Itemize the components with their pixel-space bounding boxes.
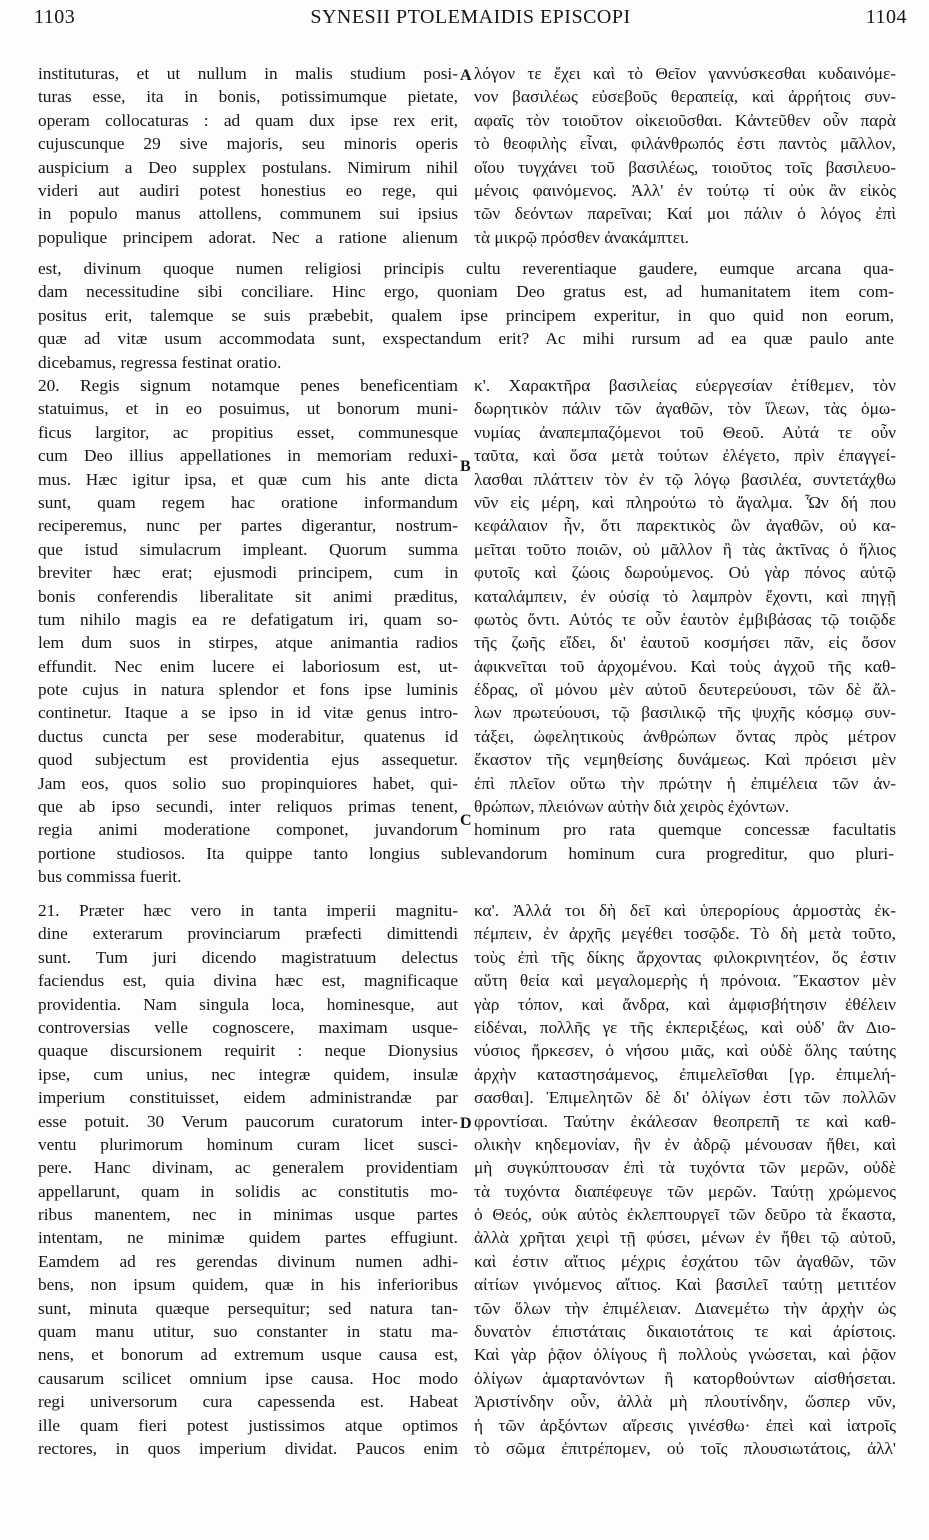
text-line: bens, non ipsum quidem, quæ in his inferioribus — [38, 1275, 458, 1295]
text-line: τῆς ζωῆς εἴδει, δι' ἑαυτοῦ κοσμήσει πᾶν, εἰς ὅσον — [474, 633, 896, 653]
text-line: λων πρωτεύουσι, τῷ βασιλικῷ τῆς ψυχῆς κόσμῳ συν- — [474, 703, 896, 723]
text-line: θρώπων, πλειόνων αὐτὴν διὰ χειρὸς ἐχόντων. — [474, 797, 790, 817]
margin-marker-c: C — [460, 812, 472, 829]
text-line: πέμπειν, ἐν ἀρχῆς μεγέθει τοσῷδε. Τὸ δὴ μετὰ τοῦτο, — [474, 924, 896, 944]
text-line: Ἀριστίνδην οὖν, ἀλλὰ μὴ πλουτίνδην, ὥσπερ νῦν, — [474, 1392, 896, 1412]
text-line: αφαῖς τὸν τοιοῦτον οἰκειοῦσθαι. Κἀντεῦθεν οὖν παρὰ — [474, 110, 896, 130]
text-line: καὶ ἐστιν αἴτιος μέχρις ἐσχάτου τῶν ἀγαθῶν, τῶν — [474, 1251, 896, 1271]
text-line: que istud simulacrum impleant. Quorum summa — [38, 539, 458, 559]
text-line: ipse, cum unius, nec integræ quidem, insulæ — [38, 1064, 458, 1084]
text-line: sunt, quam regem hac oratione informandum — [38, 492, 458, 512]
text-line: αἰτίων γινόμενος αἴτιος. Καὶ βασιλεῖ ταύτῃ μετιτέον — [474, 1275, 896, 1295]
text-line: appellarunt, quam in solidis ac constitutis mo- — [38, 1181, 458, 1201]
text-line: videri aut audiri potest honestius eo rege, qui — [38, 180, 458, 200]
text-line: ἀλλὰ χρῆται χειρὶ τῇ φύσει, μένων ἐν ἤθει τῷ αὐτοῦ, — [474, 1228, 896, 1248]
latin-column-block-3 — [38, 899, 458, 1460]
text-line: pere. Hanc divinam, ac generalem providentiam — [38, 1158, 458, 1178]
text-line: ficus largitor, ac propitius esset, communesque — [38, 422, 458, 442]
text-line: νύσιος ἤρκεσεν, ὁ νήσου μιᾶς, καὶ οὐδὲ ὅλης ταύτης — [474, 1041, 896, 1061]
text-line: que ab ipso secundi, inter reliquos primas tenent, — [38, 797, 458, 817]
text-line: ἐπὶ πλεῖον οὕτω τὴν πρώτην ἡ ἐπιμέλεια τῶν ἀν- — [474, 773, 896, 793]
text-line: ὁ Θεός, οὐκ αὐτὸς ἐκλεπτουργεῖ τῶν δεῦρο τὰ ἕκαστα, — [474, 1205, 896, 1225]
text-line: ductus cuncta per sese moderabitur, quatenus id — [38, 726, 458, 746]
running-title: SYNESII PTOLEMAIDIS EPISCOPI — [310, 6, 631, 28]
text-line: providentia. Nam singula loca, hominesque, aut — [38, 994, 458, 1014]
text-line: sunt. Tum juri dicendo magistratuum delectus — [38, 947, 458, 967]
text-line: cujuscunque 29 sive majoris, seu minoris operis — [38, 134, 458, 154]
text-line: δωρητικὸν πάλιν τῶν ἀγαθῶν, τὸν ἵλεων, τὰς ὁμω- — [474, 399, 896, 419]
text-line: portione studiosos. Ita quippe tanto longius sublevandorum hominum cura progreditur, quo pluri- — [38, 844, 894, 863]
text-line: ventu plurimorum hominum curam licet susci- — [38, 1134, 458, 1154]
text-line: εἰδέναι, πολλῆς γε τῆς ἐκπεριξέως, καὶ οὐδ' ἂν Διο- — [474, 1017, 896, 1037]
text-line: νυμίας ἀναπεμπαζόμενοι τοῦ Θεοῦ. Αὐτά τε οὖν — [474, 422, 896, 442]
text-line: causarum scilicet omnium ipse causa. Hoc modo — [38, 1368, 458, 1388]
text-line: γὰρ τόπον, καὶ ἄνδρα, καὶ ἀμφισβήτησιν ἐθέλειν — [474, 994, 896, 1014]
greek-column-block-2 — [474, 374, 896, 842]
text-line: μεῖται τοῦτο ποιῶν, οὐ μᾶλλον ἢ τὰς ἀκτῖνας ὁ ἥλιος — [474, 539, 896, 559]
text-line: φυτοῖς καὶ ζώοις δωρούμενος. Οὐ γὰρ πόνος αὐτῷ — [474, 563, 896, 583]
text-line: nens, et bonorum ad extremum usque causa est, — [38, 1345, 458, 1365]
text-line: dicebamus, regressa festinat oratio. — [38, 352, 282, 372]
text-line: ολικὴν κηδεμονίαν, ἣν ἐν ἀδρῷ μένουσαν ἤθει, καὶ — [474, 1134, 896, 1154]
text-line: intentam, ne minimæ quidem partes effugiunt. — [38, 1228, 458, 1248]
text-line: ἀφικνεῖται τοῦ ἀρχομένου. Καὶ τοὺς ἀγχοῦ τῆς καθ- — [474, 656, 896, 676]
text-line: λασθαι πλάττειν τὸν ἐν τῷ λόγῳ βασιλέα, συντετάχθω — [474, 469, 896, 489]
text-line: positus erit, talemque se suis præbebit, qualem ipse principem experitur, in quo quid non eorum, — [38, 305, 894, 325]
text-line: τὸ θεοφιλὴς εἶναι, φιλάνθρωπός ἐστι παντὸς μᾶλλον, — [474, 134, 896, 154]
latin-fullwidth-block-1 — [38, 257, 894, 374]
margin-marker-d: D — [460, 1115, 472, 1132]
text-line: ille quam fieri potest justissimos atque optimos — [38, 1415, 458, 1435]
latin-fullwidth-block-2 — [38, 842, 894, 889]
text-line: hominum pro rata quemque concessæ facultatis — [474, 820, 896, 840]
text-line: ὀλίγων ἁμαρτανόντων ἢ κατορθούντων αἰσθήσεται. — [474, 1368, 896, 1388]
text-line: σασθαι]. Ἐπιμελητῶν δὲ δι' ὀλίγων ἐστι τῶν πολλῶν — [474, 1088, 896, 1108]
text-line: λόγον τε ἔχει καὶ τὸ Θεῖον γαννύσκεσθαι κυδαινόμε- — [474, 64, 896, 83]
text-line: αὕτη θεία καὶ μεγαλομερὴς ἡ πρόνοια. Ἕκαστον μὲν — [474, 971, 896, 991]
text-line: ἡ τῶν ἀρξόντων αἵρεσις γινέσθω· ἐπεὶ καὶ ἰατροῖς — [474, 1415, 896, 1435]
text-line: Eamdem ad res gerendas divinum numen adhi- — [38, 1251, 458, 1271]
text-line: bonis conferendis liberalitate sit animi præditus, — [38, 586, 458, 606]
text-line: ἕκαστον τῆς νεμηθείσης δυνάμεως. Καὶ πρόεισι μὲν — [474, 750, 896, 770]
text-line: quam manu utitur, suo constanter in statu ma- — [38, 1322, 458, 1342]
text-line: έδρας, οἳ μόνου μὲν αὐτοῦ δευτερεύουσι, τῶν δὲ ἄλ- — [474, 680, 896, 700]
text-line: 20. Regis signum notamque penes beneficentiam — [38, 376, 458, 395]
text-line: δυνατὸν ἐπιστάταις δικαιοτάτοις τε καὶ ἀρίστοις. — [474, 1322, 896, 1342]
text-line: quaque discursionem requirit : neque Dionysius — [38, 1041, 458, 1061]
text-line: ribus manentem, nec in minimas usque partes — [38, 1205, 458, 1225]
text-line: νῦν εἰς μέρη, καὶ πληρούτω τὸ ἄγαλμα. Ὧν δή που — [474, 492, 896, 512]
left-page-number: 1103 — [34, 6, 76, 28]
text-line: φροντίσαι. Ταύτην ἐκάλεσαν θεοπρεπῆ τε καὶ καθ- — [474, 1111, 896, 1131]
text-line: ταῦτα, καὶ ὅσα μετὰ τούτων ἐλέγετο, πρὶν ἐπαγγεί- — [474, 446, 896, 466]
text-line: faciendus est, quia divina hæc est, magnificaque — [38, 971, 458, 991]
text-line: populique principem adorat. Nec a ratione alienum — [38, 227, 458, 247]
margin-marker-b: B — [460, 458, 471, 475]
text-line: regia animi moderatione componet, juvandorum — [38, 820, 458, 840]
text-line: dine exterarum provinciarum præfecti dimittendi — [38, 924, 458, 944]
greek-column-block-3 — [474, 899, 896, 1460]
text-line: τὰ τυχόντα διαπέφευγε τῶν μερῶν. Ταύτῃ χρώμενος — [474, 1181, 896, 1201]
text-line: turas esse, ita in bonis, potissimumque pietate, — [38, 87, 458, 107]
text-line: pote cujus in natura splendor et fons ipse luminis — [38, 680, 458, 700]
text-line: κεφάλαιον ἦν, ὅτι παρεκτικὸς ὢν ἀγαθῶν, οὐ κα- — [474, 516, 896, 536]
text-line: cum Deo illius appellationes in memoriam reduxi- — [38, 446, 458, 466]
text-line: controversias velle cognoscere, maximam usque- — [38, 1017, 458, 1037]
text-line: τοὺς ἐπὶ τῆς δίκης ἄρχοντας φιλοκρινητέον, ὅς ἐστιν — [474, 947, 896, 967]
text-line: imperium constituisset, eidem administrandæ par — [38, 1088, 458, 1108]
right-page-number: 1104 — [865, 6, 907, 28]
text-line: τῶν ὅλων τὴν ἐπιμέλειαν. Διανεμέτω τὴν ἀρχὴν ὡς — [474, 1298, 896, 1318]
text-line: tum nihilo magis ea re defatigatum iri, quam so- — [38, 609, 458, 629]
text-line: statuimus, et in eo posuimus, ut bonorum muni- — [38, 399, 458, 419]
text-line: τῶν δεόντων παρεῖναι; Καί μοι πάλιν ὁ λόγος ἐπὶ — [474, 204, 896, 224]
text-line: esse potuit. 30 Verum paucorum curatorum inter- — [38, 1111, 458, 1131]
text-line: reciperemus, nunc per partes digerantur, nostrum- — [38, 516, 458, 536]
text-line: οἵου τυγχάνει τοῦ βασιλέως, τοιοῦτος τοῖς βασιλευο- — [474, 157, 896, 177]
text-line: quæ ad vitæ usum accommodata sunt, exspectandum erit? Ac mihi rursum ad ea quæ paulo ante — [38, 329, 894, 349]
text-line: κα'. Ἀλλά τοι δὴ δεῖ καὶ ὑπερορίους ἁρμοστὰς ἐκ- — [474, 901, 896, 920]
text-line: mus. Hæc igitur ipsa, et quæ cum his ante dicta — [38, 469, 458, 489]
running-header — [34, 6, 907, 36]
text-line: τὰ μικρῷ πρόσθεν ἀνακάμπτει. — [474, 227, 689, 247]
text-line: Καὶ γὰρ ῥᾷον ὀλίγους ἢ πολλοὺς γνώσεται, καὶ ῥᾷον — [474, 1345, 896, 1365]
text-line: breviter hæc erat; ejusmodi principem, cum in — [38, 563, 458, 583]
text-line: auspicium a Deo supplex postulans. Nimirum nihil — [38, 157, 458, 177]
text-line: operam collocaturas : ad quam dux ipse rex erit, — [38, 110, 458, 130]
latin-column-block-1 — [38, 62, 458, 249]
text-line: continetur. Itaque a se ipso in id vitæ genus intro- — [38, 703, 458, 723]
text-line: sunt, minuta quæque persequitur; sed natura tan- — [38, 1298, 458, 1318]
text-line: μένοις φαινόμενος. Ἀλλ' ἐν τούτῳ τί οὐκ ἂν εἰκὸς — [474, 180, 896, 200]
text-line: instituturas, et ut nullum in malis studium posi- — [38, 64, 458, 83]
text-line: κ'. Χαρακτῆρα βασιλείας εὐεργεσίαν ἐτίθεμεν, τὸν — [474, 376, 896, 395]
text-line: rectores, in quos imperium dividat. Paucos enim — [38, 1438, 458, 1458]
text-line: 21. Præter hæc vero in tanta imperii magnitu- — [38, 901, 458, 920]
text-line: τάξει, ὠφελητικοὺς ἀνθρώπων ὄντας πρὸς μέτρον — [474, 726, 896, 746]
greek-column-block-1 — [474, 62, 896, 249]
text-line: μὴ συγκύπτουσαν ἐπὶ τὰ τυχόντα τῶν μερῶν, οὐδὲ — [474, 1158, 896, 1178]
text-line: καταλάμπειν, ἐν οὐσίᾳ τὸ λαμπρὸν ἔχοντι, καὶ πηγῇ — [474, 586, 896, 606]
text-line: φωτὸς ὄντι. Αὐτός τε οὖν ἑαυτὸν ἐμβιβάσας τῷ τοιῷδε — [474, 609, 896, 629]
text-line: in populo manus attollens, communem sui ipsius — [38, 204, 458, 224]
text-line: ἀρχὴν καταστησάμενος, ἐπιμελεῖσθαι [γρ. ἐπιμελή- — [474, 1064, 896, 1084]
text-line: Jam eos, quos solio suo propinquiores habet, qui- — [38, 773, 458, 793]
text-line: bus commissa fuerit. — [38, 867, 182, 887]
text-line: est, divinum quoque numen religiosi principis cultu reverentiaque gaudere, eumque arcana qua- — [38, 259, 894, 278]
text-line: effundit. Nec enim lucere ei laboriosum est, ut- — [38, 656, 458, 676]
text-line: lem dum suos in stirpes, atque animantia radios — [38, 633, 458, 653]
text-line: regi universorum cura capessenda est. Habeat — [38, 1392, 458, 1412]
margin-marker-a: A — [460, 67, 472, 84]
text-line: dam necessitudine sibi conciliare. Hinc ergo, quoniam Deo gratus est, ad humanitatem item com- — [38, 282, 894, 302]
latin-column-block-2 — [38, 374, 458, 842]
text-line: τὸ σῶμα ἐπιτρέπομεν, οὐ τοῖς πλουσιωτάτοις, ἀλλ' — [474, 1438, 896, 1458]
text-line: quod subjectum est providentia ejus assequetur. — [38, 750, 458, 770]
text-line: νον βασιλέως εὐσεβοῦς θεραπείᾳ, καὶ ἀρρήτοις συν- — [474, 87, 896, 107]
